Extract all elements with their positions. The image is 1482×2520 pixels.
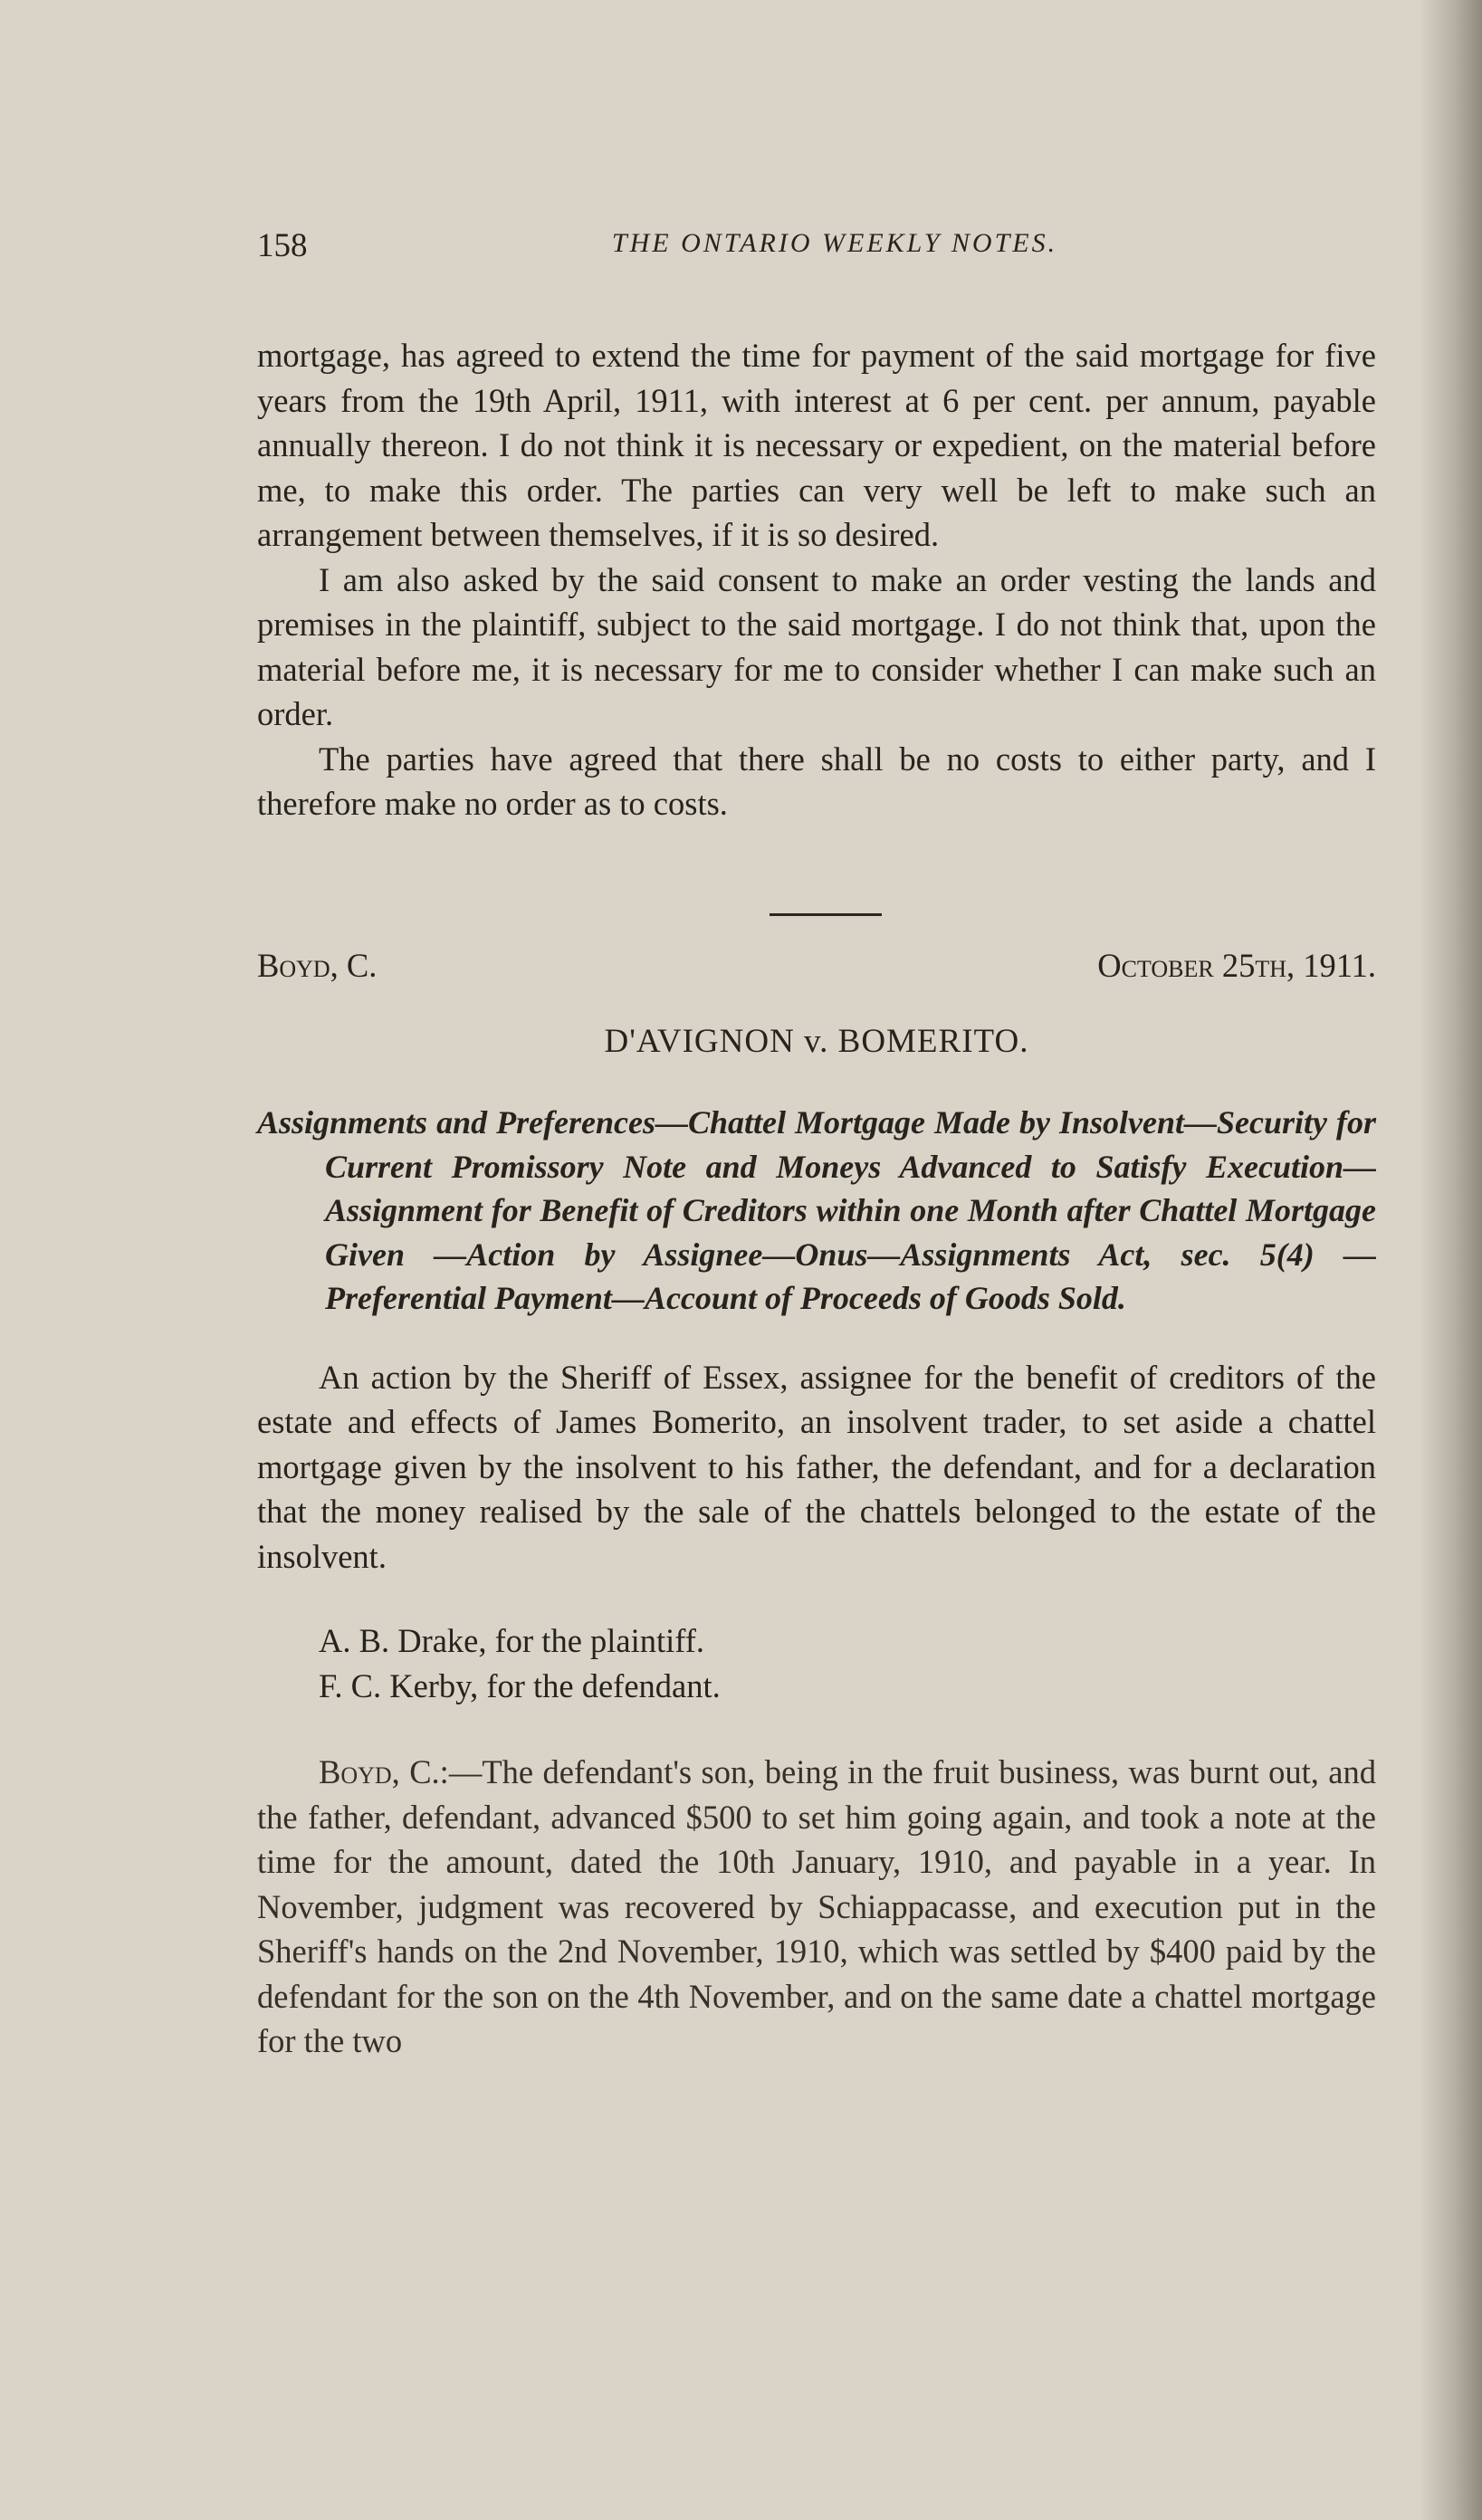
case-title: D'AVIGNON v. BOMERITO. bbox=[604, 1023, 1029, 1060]
court-line bbox=[257, 943, 1376, 988]
headnote: Assignments and Preferences—Chattel Mortgage Made by Insolvent—Security for Current Promissory Note and Moneys Advanced to Satisfy Execution—Assignment for Benefit of Creditors within one Month after Chattel Mortgage Given —Action by Assignee—Onus—Assignments Act, sec. 5(4) —Preferential Payment—Account of Proceeds of Goods Sold. bbox=[257, 1104, 1376, 1316]
judge-name: Boyd, C. bbox=[257, 946, 378, 984]
judgment-speaker: Boyd, C. bbox=[319, 1753, 440, 1790]
counsel-entry: F. C. Kerby, for the defendant. bbox=[319, 1666, 721, 1704]
journal-title: THE ONTARIO WEEKLY NOTES. bbox=[611, 228, 1058, 258]
counsel-entry: A. B. Drake, for the plaintiff. bbox=[319, 1622, 705, 1659]
paragraph: I am also asked by the said consent to make an order vesting the lands and premises in the plaintiff, subject to the said mortgage. I do not think that, upon the material before me, it is necessary for me to consider whether I can make such an order. bbox=[257, 560, 1376, 732]
judgment-text: :—The defendant's son, being in the fruit business, was burnt out, and the father, defendant, advanced $500 to set him going again, and took a note at the time for the amount, dated the 10th January, 1910, and payable in a year. In November, judgment was recovered by Schiappacasse, and execution put in the Sheriff's hands on the 2nd November, 1910, which was settled by $400 paid by the defendant for the son on the 4th November, and on the same date a chattel mortgage for the two bbox=[257, 1753, 1376, 2059]
continuation-text bbox=[257, 333, 1376, 826]
page-edge-shadow bbox=[1419, 0, 1482, 2520]
judgment-paragraph bbox=[257, 1750, 1376, 2064]
case-summary: An action by the Sheriff of Essex, assignee for the benefit of creditors of the estate and effects of James Bomerito, an insolvent trader, to set aside a chattel mortgage given by the insolvent to his father, the defendant, and for a declaration that the money realised by the sale of the chattels belonged to the estate of the insolvent. bbox=[257, 1358, 1376, 1575]
section-divider bbox=[770, 913, 882, 916]
book-page bbox=[257, 226, 1376, 2064]
page-number: 158 bbox=[257, 227, 308, 264]
decision-date: October 25th, 1911. bbox=[1097, 946, 1376, 984]
counsel-list bbox=[257, 1618, 1376, 1708]
paragraph: The parties have agreed that there shall be no costs to either party, and I therefore make no order as to costs. bbox=[257, 740, 1376, 822]
paragraph: mortgage, has agreed to extend the time for payment of the said mortgage for five years from the 19th April, 1911, with interest at 6 per cent. per annum, payable annually thereon. I do not think it is necessary or expedient, on the material before me, to make this order. The parties can very well be left to make such an arrangement between themselves, if it is so desired. bbox=[257, 337, 1376, 553]
running-head bbox=[257, 226, 1376, 281]
